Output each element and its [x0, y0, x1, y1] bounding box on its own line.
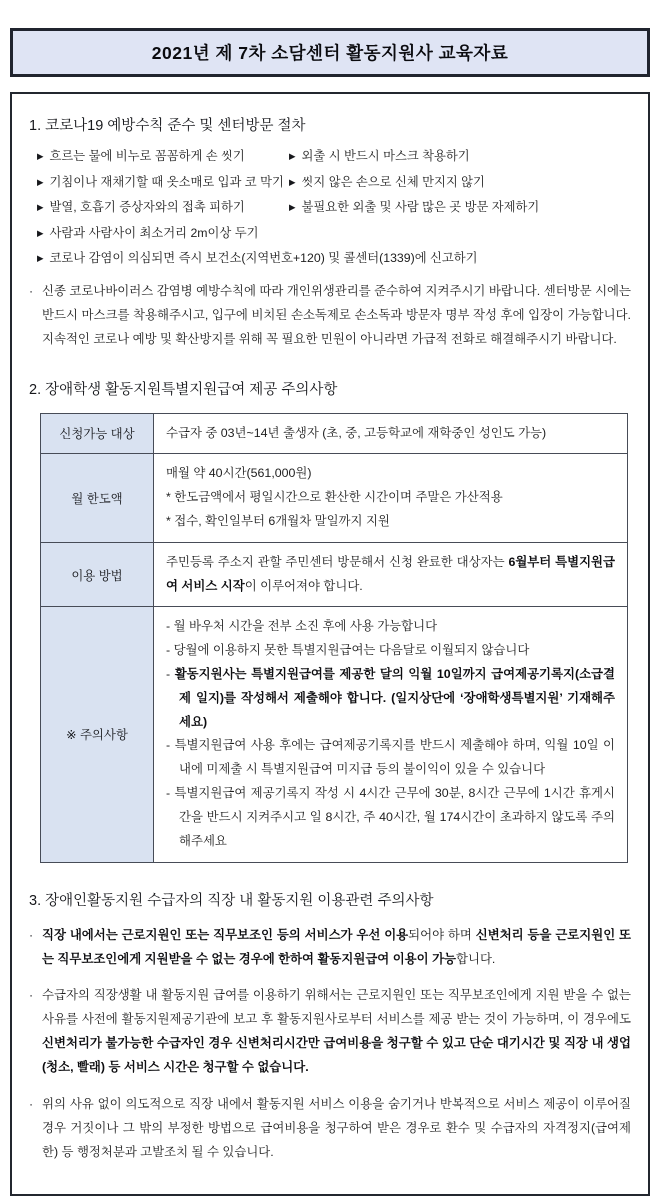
- paragraph-text: 위의 사유 없이 의도적으로 직장 내에서 활동지원 서비스 이용을 숨기거나 반복적으로 서비스 제공이 이루어질 경우 거짓이나 그 밖의 부정한 방법으로 급여비용을 청구하여 받은 경우로 환수 및 수급자의 자격정지(급여제한) 등 행정처분과 고발조치 될 수 있습니다.: [42, 1096, 631, 1160]
- cell-line: - 활동지원사는 특별지원급여를 제공한 달의 익월 10일까지 급여제공기록지(소급결제 일지)를 작성해서 제출해야 합니다. (일지상단에 ‘장애학생특별지원’ 기재해주세요): [166, 667, 615, 729]
- cell-line: - 당월에 이용하지 못한 특별지원급여는 다음달로 이월되지 않습니다: [166, 643, 530, 658]
- section-1-heading: 1. 코로나19 예방수칙 준수 및 센터방문 절차: [29, 118, 306, 134]
- dot-bullet-icon: ·: [29, 927, 34, 942]
- table-cell: [154, 413, 628, 454]
- row-header-usage: 이용 방법: [41, 542, 154, 607]
- workplace-paragraph: [29, 983, 631, 1080]
- dot-bullet-icon: ·: [29, 1096, 34, 1111]
- table-row: [41, 542, 628, 607]
- bullet-text: 사람과 사람사이 최소거리 2m이상 두기: [49, 225, 259, 240]
- document-title: 2021년 제 7차 소담센터 활동지원사 교육자료: [151, 43, 509, 63]
- row-header-eligibility: 신청가능 대상: [41, 413, 154, 454]
- row-header-monthly-limit: 월 한도액: [41, 454, 154, 542]
- triangle-bullet-icon: ▶: [37, 253, 44, 264]
- table-cell: [154, 542, 628, 607]
- cell-line: 주민등록 주소지 관할 주민센터 방문해서 신청 완료한 대상자는 6월부터 특별지원급여 서비스 시작이 이루어져야 합니다.: [166, 554, 615, 593]
- triangle-bullet-icon: ▶: [289, 151, 296, 161]
- triangle-bullet-icon: ▶: [289, 202, 296, 213]
- bullet-item: [37, 148, 289, 165]
- bullet-text: 발열, 호흡기 증상자와의 접촉 피하기: [49, 200, 245, 215]
- bullet-item: [289, 174, 485, 191]
- bullet-text: 씻지 않은 손으로 신체 만지지 않기: [301, 174, 485, 189]
- table-row: [41, 607, 628, 862]
- bullet-row: [37, 174, 633, 191]
- workplace-paragraph: [29, 923, 631, 971]
- triangle-bullet-icon: ▶: [289, 176, 296, 187]
- bullet-item: [289, 148, 470, 165]
- bullet-item: [37, 174, 289, 191]
- section-special-benefit: [27, 378, 633, 863]
- bullet-item: [289, 199, 539, 216]
- paragraph-text: 수급자의 직장생활 내 활동지원 급여를 이용하기 위해서는 근로지원인 또는 직무보조인에게 지원 받을 수 없는 사유를 사전에 활동지원제공기관에 보고 후 활동지원사로부터 서비스를 제공 받는 것이 가능하며, 이 경우에도 신변처리가 불가능한 수급자인 경우 신변처리시간만 급여비용을 청구할 수 있고 단순 대기시간 및 직장 내 생업(청소, 빨래) 등 서비스 시간은 청구할 수 없습니다.: [42, 987, 631, 1075]
- triangle-bullet-icon: ▶: [37, 151, 44, 161]
- table-row: [41, 413, 628, 454]
- cell-line: 매월 약 40시간(561,000원): [166, 466, 312, 481]
- bullet-row: [37, 148, 633, 165]
- triangle-bullet-icon: ▶: [37, 227, 44, 238]
- bullet-row: [37, 225, 633, 242]
- document-title-box: [10, 28, 650, 77]
- bullet-row: [37, 199, 633, 216]
- dot-bullet-icon: ·: [29, 283, 34, 298]
- bullet-item: [37, 250, 478, 267]
- cell-line: * 접수, 확인일부터 6개월차 말일까지 지원: [166, 513, 390, 528]
- bullet-text: 기침이나 재채기할 때 옷소매로 입과 코 막기: [49, 174, 284, 189]
- document-body: [10, 92, 650, 1196]
- cell-line: - 특별지원급여 제공기록지 작성 시 4시간 근무에 30분, 8시간 근무에 1시간 휴게시간을 반드시 지켜주시고 일 8시간, 주 40시간, 월 174시간이 초과하지 않도록 주의해주세요: [166, 786, 615, 848]
- covid-bullet-list: [37, 148, 633, 267]
- special-benefit-table: [40, 413, 628, 863]
- triangle-bullet-icon: ▶: [37, 176, 44, 187]
- dot-bullet-icon: ·: [29, 987, 34, 1002]
- section-2-heading: 2. 장애학생 활동지원특별지원급여 제공 주의사항: [29, 381, 338, 398]
- bullet-text: 코로나 감염이 의심되면 즉시 보건소(지역번호+120) 및 콜센터(1339)에 신고하기: [49, 251, 478, 266]
- covid-notice-paragraph: [29, 279, 631, 352]
- bullet-row: [37, 250, 633, 267]
- bullet-item: [37, 225, 258, 242]
- paragraph-text: 직장 내에서는 근로지원인 또는 직무보조인 등의 서비스가 우선 이용되어야 하며 신변처리 등을 근로지원인 또는 직무보조인에게 지원받을 수 없는 경우에 한하여 활동지원급여 이용이 가능합니다.: [42, 927, 632, 966]
- bullet-item: [37, 199, 289, 216]
- table-row: [41, 454, 628, 542]
- section-workplace-rules: [27, 889, 633, 1165]
- section-covid-rules: [27, 114, 633, 352]
- cell-line: - 특별지원급여 사용 후에는 급여제공기록지를 반드시 제출해야 하며, 익월 10일 이내에 미제출 시 특별지원급여 미지급 등의 불이익이 있을 수 있습니다: [166, 738, 615, 777]
- row-header-cautions: ※ 주의사항: [41, 607, 154, 862]
- paragraph-text: 신종 코로나바이러스 감염병 예방수칙에 따라 개인위생관리를 준수하여 지켜주시기 바랍니다. 센터방문 시에는 반드시 마스크를 착용해주시고, 입구에 비치된 손소독제로 손소독과 방문자 명부 작성 후에 입장이 가능합니다. 지속적인 코로나 예방 및 확산방지를 위해 꼭 필요한 민원이 아니라면 가급적 전화로 해결해주시기 바랍니다.: [42, 283, 631, 347]
- triangle-bullet-icon: ▶: [37, 202, 44, 213]
- bullet-text: 불필요한 외출 및 사람 많은 곳 방문 자제하기: [301, 200, 540, 215]
- workplace-paragraph: [29, 1092, 631, 1165]
- bullet-text: 외출 시 반드시 마스크 착용하기: [301, 149, 470, 163]
- bullet-text: 흐르는 물에 비누로 꼼꼼하게 손 씻기: [49, 149, 245, 163]
- table-cell: [154, 454, 628, 542]
- cell-line: 수급자 중 03년~14년 출생자 (초, 중, 고등학교에 재학중인 성인도 가능): [166, 425, 547, 440]
- cell-line: * 한도금액에서 평일시간으로 환산한 시간이며 주말은 가산적용: [166, 490, 503, 505]
- cell-line: - 월 바우처 시간을 전부 소진 후에 사용 가능합니다: [166, 619, 438, 634]
- table-cell: [154, 607, 628, 862]
- section-3-heading: 3. 장애인활동지원 수급자의 직장 내 활동지원 이용관련 주의사항: [29, 892, 434, 909]
